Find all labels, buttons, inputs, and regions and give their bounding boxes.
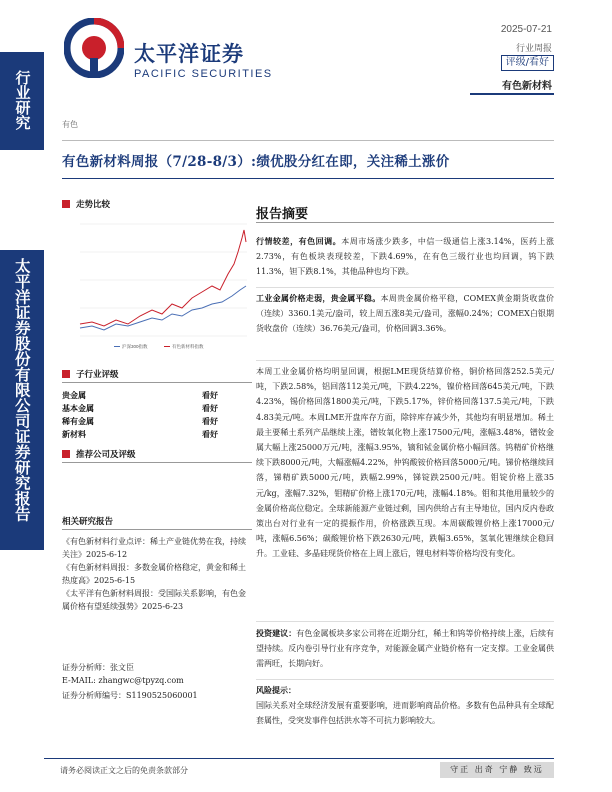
report-type: 行业周报 (515, 44, 552, 54)
para-body: 本周贵金属价格平稳，COMEX黄金期货收盘价（连续）3360.1美元/盎司，较上周五涨8美元/盎司，涨幅0.24%；COMEX白银期货收盘价（连续）36.76美元/盎司，价格回调3.36%。 (256, 294, 555, 334)
section-marker-icon (62, 370, 70, 378)
para-lead: 风险提示： (256, 685, 296, 695)
company-bar-text: 太平洋证券股份有限公司证券研究报告 (12, 258, 32, 522)
rating-row-value: 看好 (202, 404, 218, 413)
logo-text-en: PACIFIC SECURITIES (134, 68, 273, 80)
para-lead: 工业金属价格走弱，贵金属平稳。 (256, 293, 381, 303)
summary-divider (256, 222, 554, 223)
summary-paragraph-risk (256, 683, 554, 729)
industry-rating-heading-text: 子行业评级 (76, 370, 119, 380)
rating-row (62, 416, 248, 427)
para-divider (256, 287, 554, 288)
para-divider (256, 621, 554, 622)
legend-sector: 有色新材料指数 (172, 344, 204, 349)
footer-divider (44, 758, 554, 759)
trend-heading (62, 198, 110, 210)
trend-chart (62, 212, 252, 352)
rating-row (62, 429, 248, 440)
title-divider-top (62, 140, 554, 141)
analyst-name: 证券分析师：张文臣 (62, 663, 134, 672)
recommend-divider (62, 462, 252, 463)
rating-divider (62, 382, 252, 383)
para-body: 国际关系对全球经济发展有重要影响，进而影响商品价格。多数有色品种具有全球配套属性，受突发事件包括洪水等不可抗力影响较大。 (256, 701, 554, 726)
industry-rating-heading (62, 368, 119, 380)
para-body: 有色金属板块多家公司将在近期分红，稀土和钨等价格持续上涨，后续有望持续。反内卷引导行业有序竞争，对能源金属产业链价格有一定支撑。工业金属供需两旺，长期向好。 (256, 629, 555, 669)
rating-row-name: 稀有金属 (62, 417, 94, 426)
summary-paragraph-price (256, 291, 554, 337)
breadcrumb: 有色 (62, 120, 78, 129)
footer-disclaimer: 请务必阅读正文之后的免责条款部分 (60, 766, 188, 775)
rating-row-name: 新材料 (62, 430, 86, 439)
recommend-heading (62, 448, 136, 460)
rating-row-value: 看好 (202, 391, 218, 400)
para-divider (256, 679, 554, 680)
industry-research-text: 行业研究 (13, 70, 32, 130)
rating-row-name: 贵金属 (62, 391, 86, 400)
page-title: 有色新材料周报（7/28-8/3）:绩优股分红在即，关注稀土涨价 (62, 154, 450, 170)
section-marker-icon (62, 450, 70, 458)
sector-index-line (80, 230, 246, 326)
related-report-link[interactable]: 《太平洋有色新材料周报：受国际关系影响，有色金属价格有望延续强势》2025-6-23 (62, 589, 246, 611)
para-lead: 行情较差，有色回调。 (256, 236, 342, 246)
industry-research-bar (0, 52, 44, 150)
section-marker-icon (62, 200, 70, 208)
rating-row (62, 403, 248, 414)
rating-row-name: 基本金属 (62, 404, 94, 413)
logo-text-cn: 太平洋证券 (134, 42, 244, 66)
para-lead: 投资建议： (256, 628, 297, 638)
para-body: 本周市场涨少跌多，中信一级通信上涨3.14%，医药上涨2.73%，有色板块表现较差，下跌4.69%，在有色三级行业也均回调，钨下跌11.3%，钽下跌8.1%，其他品种也均下跌。 (256, 237, 554, 277)
related-report-link[interactable]: 《有色新材料周报：多数金属价格稳定，黄金和稀土热度高》2025-6-15 (62, 563, 246, 585)
related-heading: 相关研究报告 (62, 517, 114, 527)
summary-paragraph-detail: 本周工业金属价格均明显回调，根据LME现货结算价格，铜价格回落252.5美元/吨，下跌2.58%，铝回落112美元/吨，下跌4.22%，镍价格回落645美元/吨，下跌4.23%，锡价格回落1800美元/吨，下跌5.17%，锌价格回落137.5美元/吨，下跌4.83美元/吨。本周LME开盘库存方面，除锌库存减少外，其他均有明显增加。稀土最主要稀土系列产品继续上涨，镨钕氧化物上涨17500元/吨，涨幅3.48%，镨钕金属大幅上涨25000万元/吨，涨幅3.95%，镝和铽金属价格小幅回落。钨精矿价格继续下跌8000元/吨，大幅涨幅4.22%，仲钨酸铵价格回落5000元/吨。锑价格继续回落，锑精矿跌5000元/吨，跌幅2.99%，锑锭跌2500元/吨。钼锭价格上涨35元/kg，涨幅7.32%，钼精矿价格上涨170元/吨，涨幅4.18%。钼和其他用量较少的金属价格高位稳定。全球新能源产业链过剩，国内供给占有主导地位，国内反内卷政策出台对行业有一定的提振作用，价格涨跌互现。本周碳酸锂价格上涨17000元/吨，涨幅6.56%；碳酸锂价格下跌2630元/吨，跌幅3.65%，氢氧化锂继续企稳回升。工业硅、多晶硅现货价格在上周上涨后，锂电材料等价格均没有变化。 (256, 367, 554, 559)
footer-motto: 守正 出奇 宁静 致远 (440, 762, 554, 778)
para-divider (256, 360, 554, 361)
trend-heading-text: 走势比较 (76, 200, 111, 210)
recommend-heading-text: 推荐公司及评级 (76, 450, 136, 460)
summary-paragraph-advice (256, 626, 554, 672)
related-divider (62, 529, 252, 530)
rating-badge: 评级/看好 (501, 55, 554, 71)
related-report-link[interactable]: 《有色新材料行业点评：稀土产业链优势在我，持续关注》2025-6-12 (62, 537, 246, 559)
rating-row-value: 看好 (202, 430, 218, 439)
summary-heading: 报告摘要 (256, 207, 309, 222)
sector-label: 有色新材料 (502, 81, 552, 92)
report-date: 2025-07-21 (500, 24, 552, 35)
header-divider (470, 93, 554, 95)
analyst-email[interactable]: E-MAIL: zhangwc@tpyzq.com (62, 676, 184, 685)
legend-hs300: 沪深300指数 (122, 344, 148, 349)
title-divider-bottom (62, 178, 554, 179)
pacific-logo-icon (64, 18, 124, 78)
rating-row (62, 390, 248, 401)
company-bar (0, 250, 44, 550)
summary-paragraph-market (256, 234, 554, 280)
rating-row-value: 看好 (202, 417, 218, 426)
analyst-cert: 证券分析师编号：S1190525060001 (62, 691, 198, 700)
